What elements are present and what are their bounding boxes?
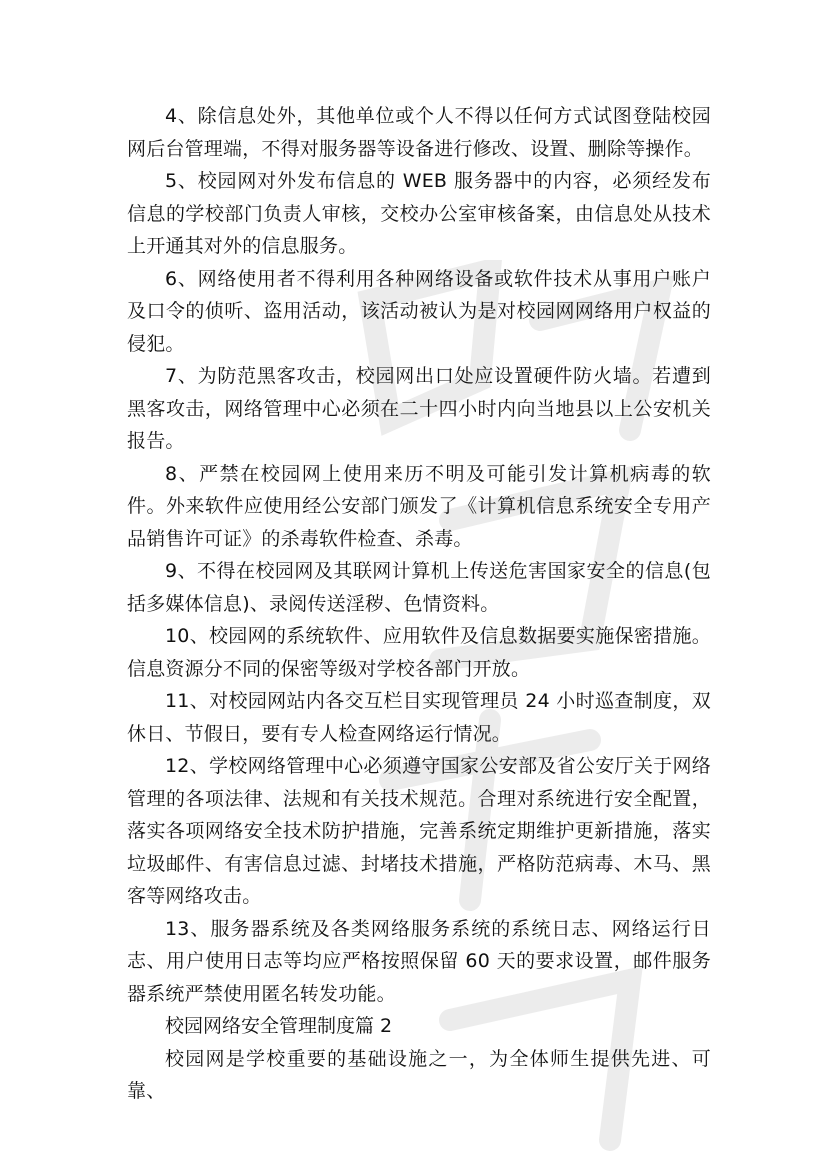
section-heading: 校园网络安全管理制度篇 2: [165, 1015, 393, 1037]
paragraph-item-5: 5、校园网对外发布信息的 WEB 服务器中的内容，必须经发布信息的学校部门负责人审核，交校办公室审核备案，由信息处从技术上开通其对外的信息服务。: [127, 170, 711, 257]
paragraph-item-6: 6、网络使用者不得利用各种网络设备或软件技术从事用户账户及口令的侦听、盗用活动，该活动被认为是对校园网网络用户权益的侵犯。: [127, 267, 711, 355]
paragraph-item-9: 9、不得在校园网及其联网计算机上传送危害国家安全的信息(包括多媒体信息)、录阅传送淫秽、色情资料。: [127, 560, 711, 615]
paragraph-item-13: 13、服务器系统及各类网络服务系统的系统日志、网络运行日志、用户使用日志等均应严格按照保留 60 天的要求设置，邮件服务器系统严禁使用匿名转发功能。: [127, 917, 711, 1005]
paragraph-item-8: 8、严禁在校园网上使用来历不明及可能引发计算机病毒的软件。外来软件应使用经公安部门颁发了《计算机信息系统安全专用产品销售许可证》的杀毒软件检查、杀毒。: [127, 462, 711, 550]
paragraph-item-7: 7、为防范黑客攻击，校园网出口处应设置硬件防火墙。若遭到黑客攻击，网络管理中心必须在二十四小时内向当地县以上公安机关报告。: [127, 365, 711, 452]
paragraph-item-11: 11、对校园网站内各交互栏目实现管理员 24 小时巡查制度，双休日、节假日，要有专人检查网络运行情况。: [127, 690, 711, 745]
paragraph-item-4: 4、除信息处外，其他单位或个人不得以任何方式试图登陆校园网后台管理端，不得对服务器等设备进行修改、设置、删除等操作。: [127, 105, 711, 160]
paragraph-item-10: 10、校园网的系统软件、应用软件及信息数据要实施保密措施。信息资源分不同的保密等级对学校各部门开放。: [127, 625, 711, 680]
final-paragraph: 校园网是学校重要的基础设施之一，为全体师生提供先进、可靠、: [127, 1047, 711, 1102]
document-body: [127, 100, 711, 1108]
paragraph-item-12: 12、学校网络管理中心必须遵守国家公安部及省公安厅关于网络管理的各项法律、法规和有关技术规范。合理对系统进行安全配置，落实各项网络安全技术防护措施，完善系统定期维护更新措施，落实垃圾邮件、有害信息过滤、封堵技术措施，严格防范病毒、木马、黑客等网络攻击。: [127, 755, 711, 907]
